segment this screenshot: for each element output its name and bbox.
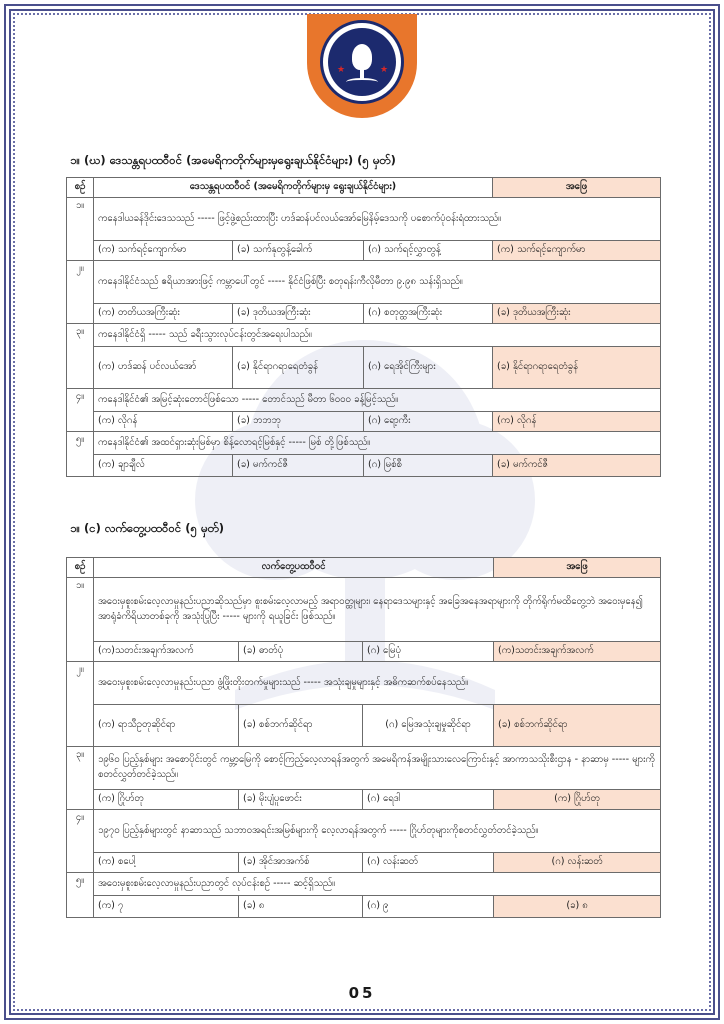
option-c: (ဂ) စတုတ္ထအကြီးဆုံး bbox=[364, 304, 493, 324]
question-text: ကနေဒါနိုင်ငံရှိ ----- သည် ခရီးသွားလုပ်ငန်းတွင်အရေးပါသည်။ bbox=[94, 324, 661, 347]
answer-cell: (ခ) နိုင်ရာဂရာရေတံခွန် bbox=[493, 347, 661, 389]
option-a: (က) ဂြိုဟ်တု bbox=[94, 790, 239, 810]
option-a: (က) စပေါ့ bbox=[94, 853, 239, 873]
option-c: (ဂ) လန်းဆတ် bbox=[363, 853, 494, 873]
option-c: (ဂ) မြစ်စီ bbox=[364, 455, 493, 477]
question-text: အဝေးမှစူးစမ်းလေ့လာမှုနည်းပညာ ဖွံ့ဖြိုးတိုးတက်မှုများသည် ----- အသုံးချမှုများနှင့် အဓိကဆက်စပ်နေသည်။ bbox=[94, 662, 661, 705]
option-c: (ဂ) ရေဒါ bbox=[363, 790, 494, 810]
book-icon bbox=[346, 78, 378, 86]
question-row bbox=[67, 389, 661, 412]
table-header-row bbox=[67, 178, 661, 198]
option-c: (ဂ) မြေအသုံးချမှုဆိုင်ရာ bbox=[363, 705, 494, 747]
options-row bbox=[67, 642, 661, 662]
question-row bbox=[67, 324, 661, 347]
answer-cell: (က)သတင်းအချက်အလက် bbox=[494, 642, 661, 662]
question-row bbox=[67, 873, 661, 896]
section-title: ၁။ (ဃ) ဒေသန္တရပထဝီဝင် (အမေရိကတိုက်များမှရွေးချယ်နိုင်ငံများ) (၅ မှတ်) bbox=[70, 153, 396, 167]
option-b: (ခ) သက်နုတွန့်ခေါက် bbox=[233, 241, 364, 261]
star-icon: ★ bbox=[337, 65, 346, 75]
option-c: (ဂ) ရေအိုင်ကြီးများ bbox=[364, 347, 493, 389]
options-row bbox=[67, 705, 661, 747]
option-a: (က) ၇ bbox=[94, 896, 239, 918]
question-text: ၁၉၇၀ ပြည့်နှစ်များတွင် နာဆာသည် သဘာဝအရင်းအမြစ်များကို လေ့လာရန်အတွက် ----- ဂြိုဟ်တုများကိုစတင်လွှတ်တင်ခဲ့သည်။ bbox=[94, 810, 661, 853]
page-number: 05 bbox=[348, 984, 376, 1002]
options-row bbox=[67, 896, 661, 918]
options-row bbox=[67, 412, 661, 432]
option-c: (ဂ) မြေပုံ bbox=[363, 642, 494, 662]
header-answer: အဖြေ bbox=[493, 178, 661, 198]
option-c: (ဂ) ၉ bbox=[363, 896, 494, 918]
option-b: (ခ) ဒုတိယအကြီးဆုံး bbox=[233, 304, 364, 324]
option-c: (ဂ) ရော့ကီး bbox=[364, 412, 493, 432]
section-title: ၁။ (င) လက်တွေ့ပထဝီဝင် (၅ မှတ်) bbox=[70, 521, 225, 535]
answer-cell: (က) သက်ရင့်ကျောက်မာ bbox=[493, 241, 661, 261]
question-row bbox=[67, 662, 661, 705]
table-header-row bbox=[67, 558, 661, 578]
question-text: ကနေဒါနိုင်ငံ၏ အမြင့်ဆုံးတောင်ဖြစ်သော ----- တောင်သည် မီတာ ၆၀၀၀ ခန့်မြင့်သည်။ bbox=[94, 389, 661, 412]
answer-cell: (ဂ) လန်းဆတ် bbox=[494, 853, 661, 873]
question-row bbox=[67, 261, 661, 304]
question-number: ၅။ bbox=[67, 432, 94, 477]
header-subject: ဒေသန္တရပထဝီဝင် (အမေရိကတိုက်များမှ ရွေးချယ်နိုင်ငံများ) bbox=[94, 178, 493, 198]
question-text: အဝေးမှစူးစမ်းလေ့လာမှုနည်းပညာဆိုသည်မှာ စူးစမ်းလေ့လာမည့် အရာဝတ္ထုများ၊ နေရာဒေသများနှင့် အခြေအနေအရာများကို တိုက်ရိုက်မထိတွေ့ဘဲ အဝေးမှနေ၍ အာရုံခံကိရိယာတစ်ခုကို အသုံးပြုပြီး ----- များကို ရယူခြင်း ဖြစ်သည်။ bbox=[94, 578, 661, 642]
question-number: ၂။ bbox=[67, 261, 94, 324]
answer-cell: (ခ) စစ်ဘက်ဆိုင်ရာ bbox=[494, 705, 661, 747]
options-row bbox=[67, 455, 661, 477]
option-a: (က) ချာချီလ် bbox=[94, 455, 233, 477]
question-row bbox=[67, 198, 661, 241]
answer-cell: (ခ) ၈ bbox=[494, 896, 661, 918]
question-number: ၅။ bbox=[67, 873, 94, 918]
options-row bbox=[67, 304, 661, 324]
option-b: (ခ) ၈ bbox=[239, 896, 363, 918]
option-b: (ခ) နိုင်ရာဂရာရေတံခွန် bbox=[233, 347, 364, 389]
answer-cell: (ခ) ဒုတိယအကြီးဆုံး bbox=[493, 304, 661, 324]
question-text: ကနေဒါနိုင်ငံသည် ဧရိယာအားဖြင့် ကမ္ဘာပေါ်တွင် ----- နိုင်ငံဖြစ်ပြီး စတုရန်းကီလိုမီတာ ၉.၉၈ သန်းရှိသည်။ bbox=[94, 261, 661, 304]
question-text: ၁၉၆၀ ပြည့်နှစ်များ အစောပိုင်းတွင် ကမ္ဘာ့မြေကို စောင့်ကြည့်လေ့လာရန်အတွက် အမေရိကန်အမျိုးသားလေကြောင်းနှင့် အာကာသသိုးစီးဌာန - နာဆာမှ ----- များကို စတင်လွှတ်တင်ခဲ့သည်။ bbox=[94, 747, 661, 790]
header-subject: လက်တွေ့ပထဝီဝင် bbox=[94, 558, 494, 578]
answer-cell: (က) လိုဂန် bbox=[493, 412, 661, 432]
question-row bbox=[67, 432, 661, 455]
question-number: ၁။ bbox=[67, 198, 94, 261]
question-number: ၁။ bbox=[67, 578, 94, 662]
options-row bbox=[67, 853, 661, 873]
logo-emblem bbox=[320, 20, 404, 104]
options-row bbox=[67, 241, 661, 261]
options-row bbox=[67, 347, 661, 389]
option-a: (က) လိုဂန် bbox=[94, 412, 233, 432]
option-a: (က) ရာသီဥတုဆိုင်ရာ bbox=[94, 705, 239, 747]
question-text: ကနေဒါနိုင်ငံ၏ အထင်ရှားဆုံးမြစ်မှာ စိန့်လောရင့်မြစ်နှင့် ----- မြစ် တို့ဖြစ်သည်။ bbox=[94, 432, 661, 455]
option-a: (က) တတိယအကြီးဆုံး bbox=[94, 304, 233, 324]
header-answer: အဖြေ bbox=[494, 558, 661, 578]
header-number: စဉ် bbox=[67, 178, 94, 198]
options-row bbox=[67, 790, 661, 810]
option-a: (က) သက်ရင့်ကျောက်မာ bbox=[94, 241, 233, 261]
option-c: (ဂ) သက်ရင့်လွှာတွန့် bbox=[364, 241, 493, 261]
question-number: ၄။ bbox=[67, 389, 94, 432]
answer-cell: (ခ) မက်ကင်ဇီ bbox=[493, 455, 661, 477]
question-row bbox=[67, 810, 661, 853]
option-b: (ခ) အိုင်အာအက်စ် bbox=[239, 853, 363, 873]
option-a: (က)သတင်းအချက်အလက် bbox=[94, 642, 239, 662]
tree-icon bbox=[352, 44, 372, 70]
question-row bbox=[67, 747, 661, 790]
star-icon: ★ bbox=[380, 65, 389, 75]
option-b: (ခ) ဓာတ်ပုံ bbox=[239, 642, 363, 662]
question-row bbox=[67, 578, 661, 642]
question-text: အဝေးမှစူးစမ်းလေ့လာမှုနည်းပညာတွင် လုပ်ငန်းစဉ် ----- ဆင့်ရှိသည်။ bbox=[94, 873, 661, 896]
option-b: (ခ) ဘဘဘု bbox=[233, 412, 364, 432]
option-b: (ခ) စစ်ဘက်ဆိုင်ရာ bbox=[239, 705, 363, 747]
question-number: ၂။ bbox=[67, 662, 94, 747]
question-number: ၃။ bbox=[67, 747, 94, 810]
option-a: (က) ဟဒ်ဆန် ပင်လယ်အော် bbox=[94, 347, 233, 389]
question-number: ၄။ bbox=[67, 810, 94, 873]
question-number: ၃။ bbox=[67, 324, 94, 389]
option-b: (ခ) မိုးပျံပူဖောင်း bbox=[239, 790, 363, 810]
logo-ring bbox=[328, 28, 396, 96]
answer-cell: (က) ဂြိုဟ်တု bbox=[494, 790, 661, 810]
option-b: (ခ) မက်ကင်ဇီ bbox=[233, 455, 364, 477]
question-text: ကနေဒါယခန်ဒိုင်းဒေသသည် ----- ဖြင့်ဖွဲ့စည်းထားပြီး ဟဒ်ဆန်ပင်လယ်အော်မြေနိမ့်ဒေသကို ပစောက်ပုံဝန်းရံထားသည်။ bbox=[94, 198, 661, 241]
questions-table bbox=[66, 557, 661, 918]
questions-table bbox=[66, 177, 661, 477]
header-number: စဉ် bbox=[67, 558, 94, 578]
